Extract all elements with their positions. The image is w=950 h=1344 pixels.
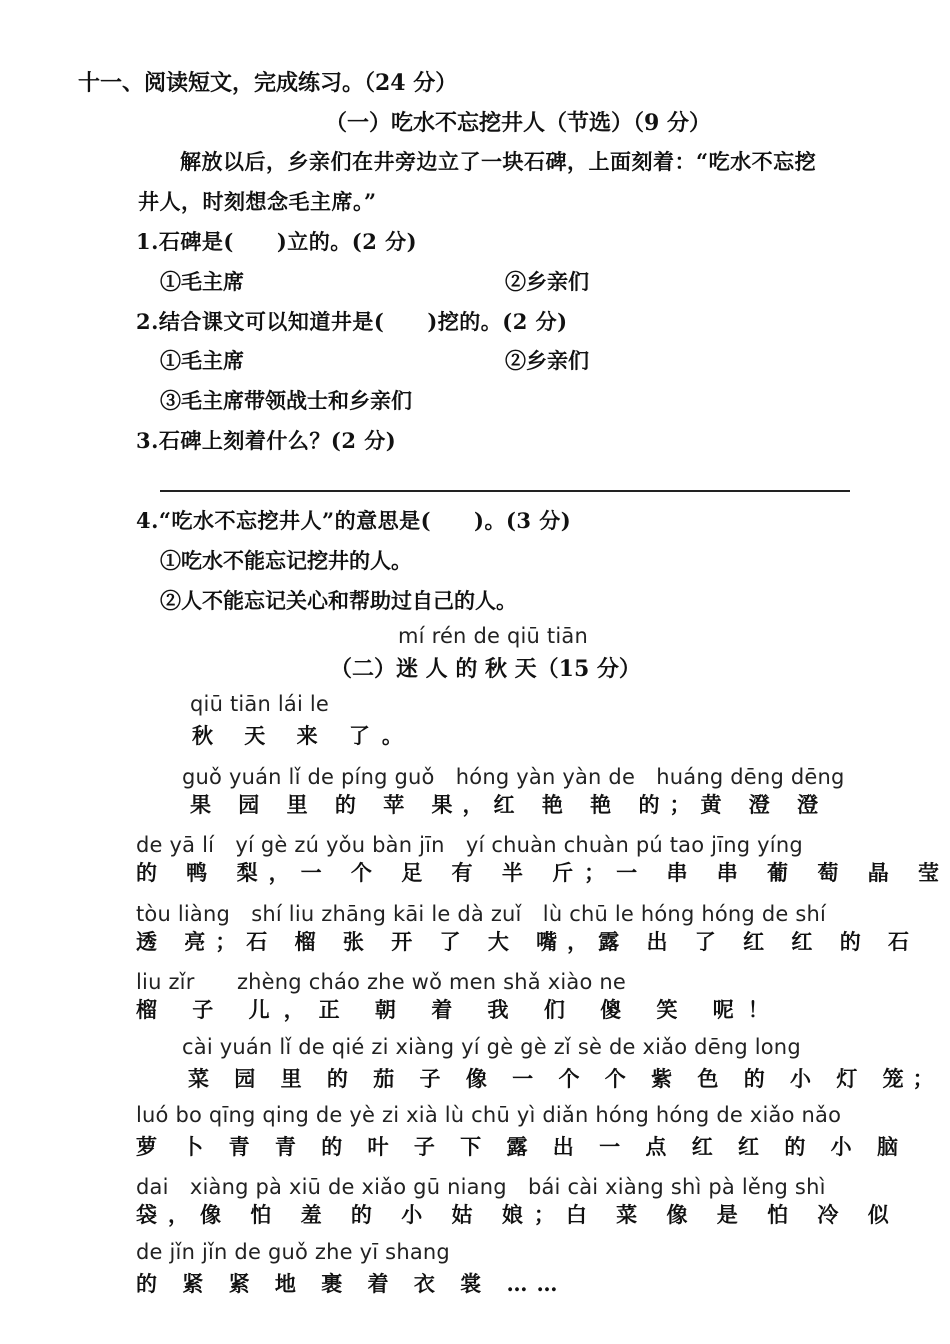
question-1-stem: 1.石碑是( )立的。(2 分)	[136, 229, 418, 254]
question-3-stem: 3.石碑上刻着什么？(2 分)	[136, 428, 397, 453]
passage-pinyin-line: tòu liàng shí liu zhāng kāi le dà zuǐ lù chū le hóng hóng de shí	[136, 902, 827, 926]
question-1-option-1[interactable]: ①毛主席	[160, 269, 244, 294]
part2-title-pinyin: mí rén de qiū tiān	[398, 624, 588, 648]
passage-pinyin-line: dai xiàng pà xiū de xiǎo gū niang bái cài xiàng shì pà lěng shì	[136, 1175, 826, 1199]
passage-pinyin-line: de yā lí yí gè zú yǒu bàn jīn yí chuàn chuàn pú tao jīng yíng	[136, 833, 803, 857]
part2-title: （二）迷 人 的 秋 天（15 分）	[330, 656, 641, 682]
passage-chinese-line: 秋 天 来 了。	[192, 723, 415, 748]
part1-title: （一）吃水不忘挖井人（节选）（9 分）	[325, 110, 711, 136]
passage-pinyin-line: liu zǐr zhèng cháo zhe wǒ men shǎ xiào ne	[136, 970, 627, 994]
passage-pinyin-line: de jǐn jǐn de guǒ zhe yī shang	[136, 1240, 450, 1264]
passage-chinese-line: 透 亮；石 榴 张 开 了 大 嘴，露 出 了 红 红 的 石	[136, 929, 920, 954]
passage-chinese-line: 袋，像 怕 羞 的 小 姑 娘；白 菜 像 是 怕 冷 似	[136, 1202, 900, 1227]
question-4-option-2[interactable]: ②人不能忘记关心和帮助过自己的人。	[160, 588, 517, 613]
question-2-option-3[interactable]: ③毛主席带领战士和乡亲们	[160, 388, 412, 413]
passage-pinyin-line: luó bo qīng qing de yè zi xià lù chū yì diǎn hóng hóng de xiǎo nǎo	[136, 1103, 842, 1127]
part1-passage-line1: 解放以后，乡亲们在井旁边立了一块石碑，上面刻着：“吃水不忘挖	[180, 149, 817, 174]
question-4-stem: 4.“吃水不忘挖井人”的意思是( )。(3 分)	[136, 508, 572, 533]
passage-pinyin-line: guǒ yuán lǐ de píng guǒ hóng yàn yàn de huáng dēng dēng	[182, 765, 845, 789]
passage-pinyin-line: qiū tiān lái le	[190, 692, 330, 716]
passage-chinese-line: 的 鸭 梨，一 个 足 有 半 斤；一 串 串 葡 萄 晶 莹	[136, 860, 950, 885]
section-heading: 十一、阅读短文，完成练习。（24 分）	[78, 70, 458, 96]
question-4-option-1[interactable]: ①吃水不能忘记挖井的人。	[160, 548, 412, 573]
part1-passage-line2: 井人，时刻想念毛主席。”	[138, 189, 377, 214]
passage-chinese-line: 榴 子 儿，正 朝 着 我 们 傻 笑 呢！	[136, 997, 783, 1022]
passage-pinyin-line: cài yuán lǐ de qié zi xiàng yí gè gè zǐ sè de xiǎo dēng long	[182, 1035, 801, 1059]
question-2-stem: 2.结合课文可以知道井是( )挖的。(2 分)	[136, 309, 568, 334]
question-3-answer-line[interactable]	[160, 490, 850, 492]
question-2-option-1[interactable]: ①毛主席	[160, 348, 244, 373]
passage-chinese-line: 萝 卜 青 青 的 叶 子 下 露 出 一 点 红 红 的 小 脑	[136, 1134, 907, 1159]
question-1-option-2[interactable]: ②乡亲们	[505, 269, 589, 294]
passage-chinese-line: 果 园 里 的 苹 果，红 艳 艳 的；黄 澄 澄	[190, 792, 829, 817]
passage-chinese-line: 菜 园 里 的 茄 子 像 一 个 个 紫 色 的 小 灯 笼；	[188, 1066, 943, 1091]
question-2-option-2[interactable]: ②乡亲们	[505, 348, 589, 373]
passage-chinese-line: 的 紧 紧 地 裹 着 衣 裳 ……	[136, 1271, 567, 1296]
